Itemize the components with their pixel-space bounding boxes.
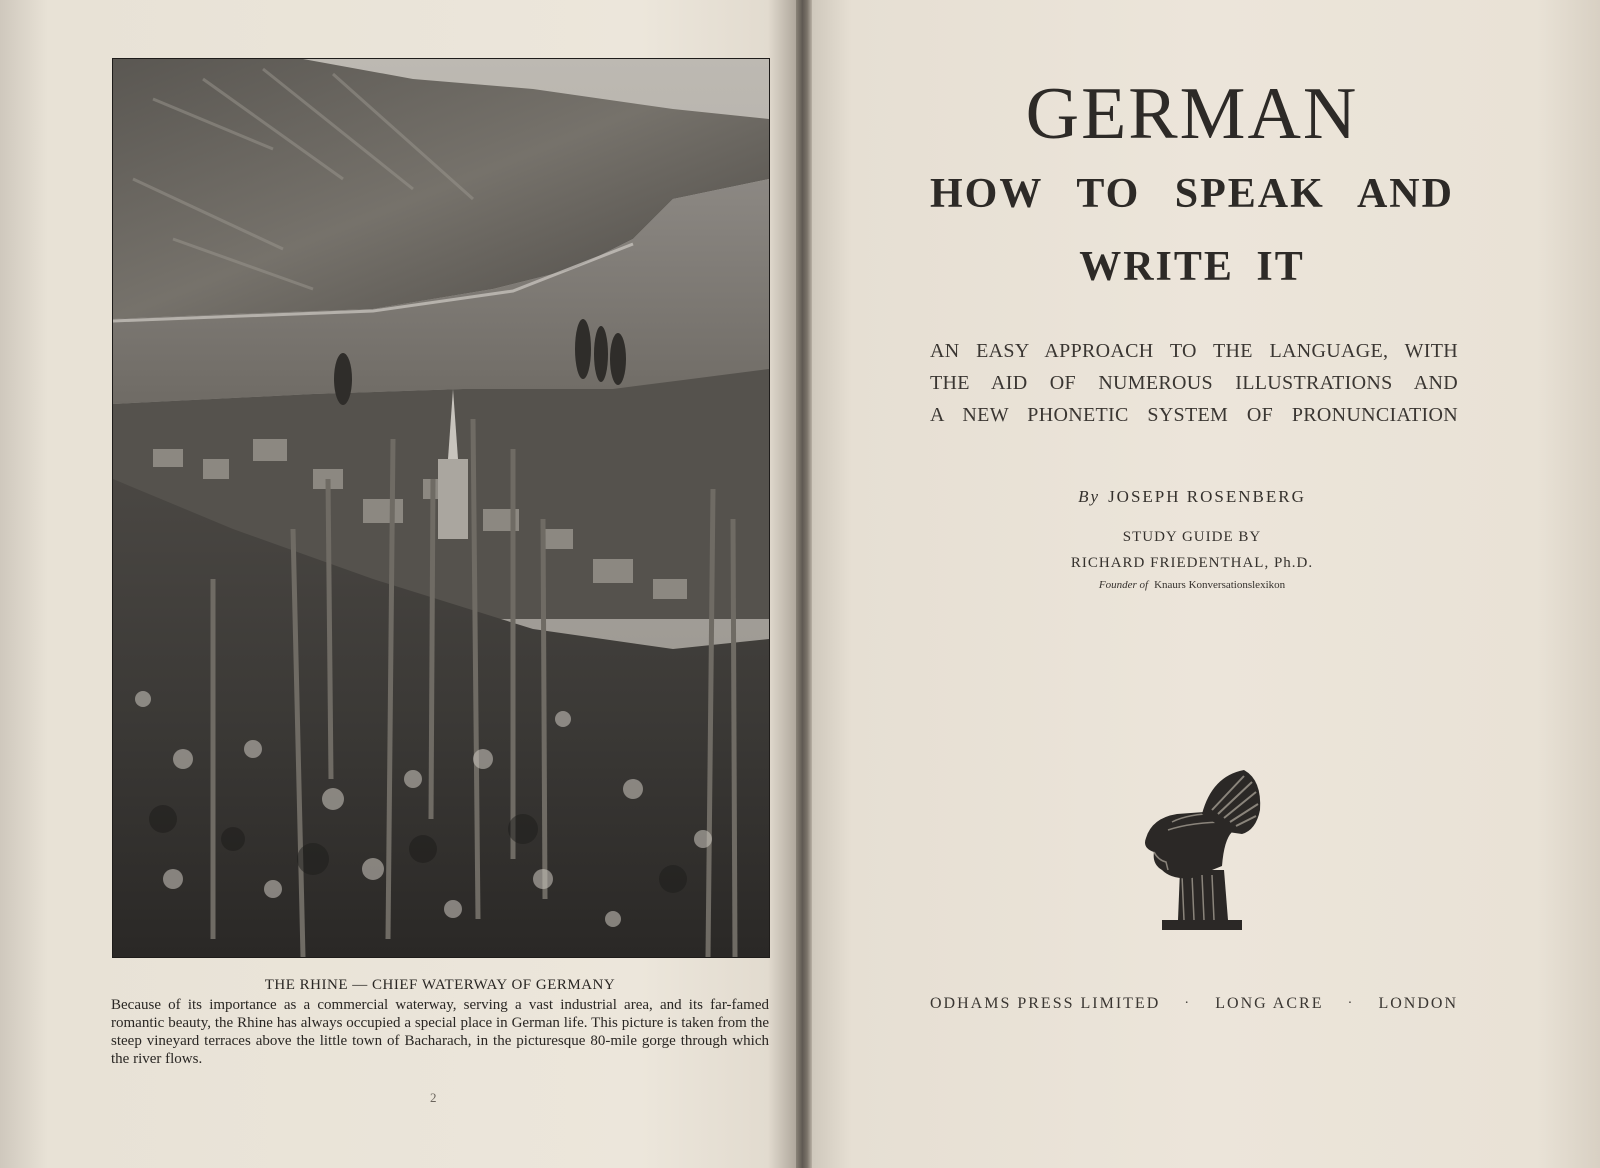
- publisher-emblem-icon: [1132, 770, 1272, 938]
- founder-prefix: Founder of: [1098, 579, 1149, 591]
- subtitle-line-2: WRITE IT: [1079, 244, 1305, 290]
- study-guide-label: STUDY GUIDE BY: [1122, 529, 1262, 545]
- by-word: By: [1078, 487, 1101, 506]
- description-line-1: AN EASY APPROACH TO THE LANGUAGE, WITH: [930, 340, 1458, 362]
- founder-credit: [812, 579, 1572, 591]
- book-gutter: [796, 0, 812, 1168]
- study-guide-author: RICHARD FRIEDENTHAL, Ph.D.: [1070, 555, 1314, 571]
- founder-work: Knaurs Konversationslexikon: [1154, 579, 1286, 591]
- subtitle-line-1: HOW TO SPEAK AND: [930, 171, 1454, 217]
- author-byline: [812, 487, 1572, 507]
- book-title: GERMAN: [1025, 73, 1359, 155]
- publisher-separator-2: ·: [1347, 996, 1355, 1011]
- description-line-3: A NEW PHONETIC SYSTEM OF PRONUNCIATION: [930, 404, 1458, 426]
- publisher-name: ODHAMS PRESS LIMITED: [930, 995, 1161, 1012]
- page-number: 2: [430, 1090, 437, 1105]
- photo-caption-body: Because of its importance as a commercial waterway, serving a vast industrial area, and its far-famed romantic beauty, the Rhine has always occupied a special place in German life. This picture is taken from the steep vineyard terraces above the little town of Bacharach, in the picturesque 80-mile gorge through which the river flows.: [111, 997, 769, 1067]
- publisher-line: [930, 995, 1458, 1013]
- publisher-city: LONDON: [1378, 995, 1458, 1012]
- rhine-photo-illustration: [113, 59, 769, 957]
- description-line-2: THE AID OF NUMEROUS ILLUSTRATIONS AND: [930, 372, 1458, 394]
- rhine-photograph: [112, 58, 770, 958]
- photo-caption-title: THE RHINE — CHIEF WATERWAY OF GERMANY: [264, 977, 616, 993]
- publisher-street: LONG ACRE: [1215, 995, 1324, 1012]
- author-name: JOSEPH ROSENBERG: [1108, 487, 1306, 506]
- publisher-separator-1: ·: [1184, 996, 1192, 1011]
